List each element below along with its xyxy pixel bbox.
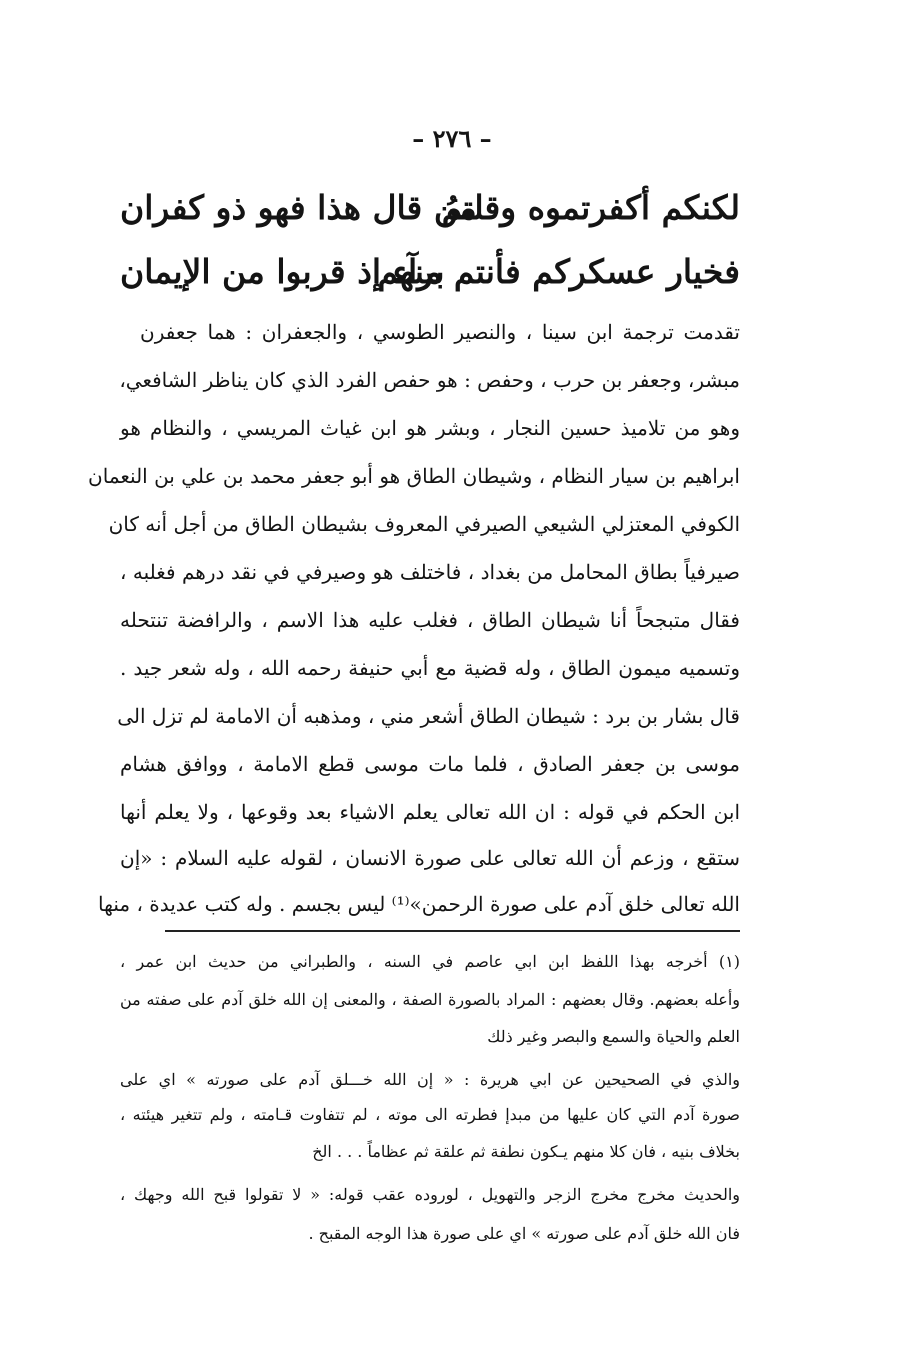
body-line: ابراهيم بن سيار النظام ، وشيطان الطاق هو أبو جعفر محمد بن علي بن النعمان (88, 464, 740, 488)
footnote-line: والحديث مخرج مخرج الزجر والتهويل ، لوروده عقب قوله: « لا تقولوا قبح الله وجهك ، (120, 1185, 740, 1204)
body-line: تقدمت ترجمة ابن سينا ، والنصير الطوسي ، والجعفران : هما جعفرن (140, 320, 740, 344)
body-line: قال بشار بن برد : شيطان الطاق أشعر مني ، ومذهبه أن الامامة لم تزل الى (117, 704, 740, 728)
body-line: وتسميه ميمون الطاق ، وله قضية مع أبي حنيفة رحمه الله ، وله شعر جيد . (120, 656, 740, 680)
verse-2-first-hemistich: فخيار عسكركم فأنتم منهم (377, 252, 740, 291)
footnote-divider (165, 930, 740, 932)
body-line: صيرفياً بطاق المحامل من بغداد ، فاختلف هو وصيرفي في نقد درهم فغلبه ، (120, 560, 740, 584)
footnote-line: (١) أخرجه بهذا اللفظ ابن ابي عاصم في السنه ، والطبراني من حديث ابن عمر ، (120, 952, 741, 971)
verse-1-first-hemistich: لكنكم أكفرتموه وقلتمُ (441, 188, 740, 227)
body-line: ستقع ، وزعم أن الله تعالى على صورة الانسان ، لقوله عليه السلام : «إن (120, 846, 740, 870)
body-line: الكوفي المعتزلي الشيعي الصيرفي المعروف بشيطان الطاق من أجل أنه كان (108, 512, 740, 536)
footnote-line: صورة آدم التي كان عليها من مبدإ فطرته الى موته ، لم تتفاوت قـامته ، ولم تتغير هيئته ، (120, 1105, 740, 1124)
footnote-line: وأعله بعضهم. وقال بعضهم : المراد بالصورة الصفة ، والمعنى إن الله خلق آدم على صفته من (120, 990, 740, 1009)
page-number: – ٢٧٦ – (412, 124, 492, 153)
verse-2-second-hemistich: برآء إذ قربوا من الإيمان (120, 252, 445, 291)
footnote-line: بخلاف بنيه ، فان كلا منهم يـكون نطفة ثم علقة ثم عظاماً . . . الخ (312, 1142, 740, 1161)
footnote-line: فان الله خلق آدم على صورته » اي على صورة هذا الوجه المقبح . (308, 1224, 740, 1243)
body-line: فقال متبجحاً أنا شيطان الطاق ، فغلب عليه هذا الاسم ، والرافضة تنتحله (120, 608, 740, 632)
body-line: وهو من تلاميذ حسين النجار ، وبشر هو ابن غياث المريسي ، والنظام هو (120, 416, 740, 440)
footnote-line: العلم والحياة والسمع والبصر وغير ذلك (487, 1027, 740, 1046)
body-line: موسى بن جعفر الصادق ، فلما مات موسى قطع الامامة ، ووافق هشام (120, 752, 740, 776)
verse-1-second-hemistich: من قال هذا فهو ذو كفران (120, 188, 477, 227)
body-line: ابن الحكم في قوله : ان الله تعالى يعلم الاشياء بعد وقوعها ، ولا يعلم أنها (120, 800, 740, 824)
body-line: الله تعالى خلق آدم على صورة الرحمن»⁽¹⁾ ليس بجسم . وله كتب عديدة ، منها (98, 892, 740, 916)
body-line: مبشر، وجعفر بن حرب ، وحفص : هو حفص الفرد الذي كان يناظر الشافعي، (119, 368, 740, 392)
footnote-line: والذي في الصحيحين عن ابي هريرة : « إن الله خـــلق آدم على صورته » اي على (120, 1070, 740, 1089)
